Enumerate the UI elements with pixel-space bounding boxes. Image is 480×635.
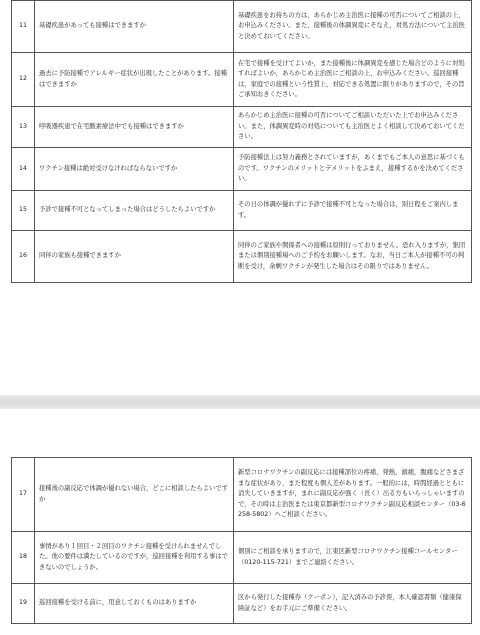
- question-cell: 予診で接種不可となってしまった場合はどうしたらよいですか: [35, 191, 234, 231]
- answer-cell: その日の体調が優れずに予診で接種不可となった場合は，別日程をご案内します。: [234, 191, 472, 231]
- table-row: [12, 191, 472, 231]
- table-row: [12, 53, 472, 107]
- question-cell: 事情があり１回目・２回目のワクチン接種を受けられませんでした。他の要件は満たしているのですが，巡回接種を利用する事はできないのでしょうか。: [35, 532, 234, 584]
- answer-cell: あらかじめ主治医に接種の可否についてご相談いただいた上でお申込みください。また，体調異変時の対処についても主治医とよく相談して決めておいてください。: [234, 107, 472, 148]
- row-number: 18: [12, 532, 35, 584]
- document-page-2: [0, 409, 480, 635]
- table-row: [12, 532, 472, 584]
- answer-cell: 予防接種法上は努力義務とされていますが，あくまでもご本人の意思に基づくものです。ワクチンのメリットとデメリットをふまえ，接種するかを決めてください。: [234, 148, 472, 191]
- question-cell: 過去に予防接種でアレルギー症状が出現したことがあります。接種はできますか: [35, 53, 234, 107]
- answer-cell: 同伴のご家族や関係者への接種は原則行っておりません。恐れ入りますが，集団または個別接種場へのご予約をお願いします。なお，当日ご本人が接種不可の判断を受け，余剰ワクチンが発生した場合はその限りではありません。: [234, 231, 472, 283]
- table-row: [12, 107, 472, 148]
- row-number: 12: [12, 53, 35, 107]
- answer-cell: 在宅で接種を受けてよいか，また接種後に体調異変を感じた場合どのように対処すればよいか，あらかじめ主治医にご相談の上，お申込みください。巡回接種は，家庭での接種という性質上，対応できる処置に限りがありますので，その旨ご承知おきください。: [234, 53, 472, 107]
- table-row: [12, 458, 472, 532]
- question-cell: 巡回接種を受ける前に，用意しておくものはありますか: [35, 584, 234, 624]
- question-cell: ワクチン接種は絶対受けなければならないですか: [35, 148, 234, 191]
- row-number: 17: [12, 458, 35, 532]
- table-row: [12, 148, 472, 191]
- table-row: [12, 584, 472, 624]
- row-number: 15: [12, 191, 35, 231]
- answer-cell: 個別にご相談を承りますので，江東区新型コロナワクチン接種コールセンター（0120-115-721）までご連絡ください。: [234, 532, 472, 584]
- table-row: [12, 1, 472, 53]
- answer-cell: 基礎疾患をお持ちの方は，あらかじめ主治医に接種の可否についてご相談の上，お申込みください。また，接種後の体調異変にそなえ，対処方法について主治医と決めておいてください。: [234, 1, 472, 53]
- question-cell: 呼吸器疾患で在宅酸素療法中でも接種はできますか: [35, 107, 234, 148]
- question-cell: 同伴の家族も接種できますか: [35, 231, 234, 283]
- table-row: [12, 231, 472, 283]
- page-separator: [0, 395, 480, 409]
- row-number: 16: [12, 231, 35, 283]
- faq-table-page-2: [11, 457, 472, 624]
- question-cell: 接種後の副反応で体調が優れない場合，どこに相談したらよいですか: [35, 458, 234, 532]
- answer-cell: 区から発行した接種券（クーポン），記入済みの予診票，本人確認書類（健康保険証など）をお手元にご準備ください。: [234, 584, 472, 624]
- question-cell: 基礎疾患があっても接種はできますか: [35, 1, 234, 53]
- faq-table-page-1: [11, 0, 472, 283]
- row-number: 19: [12, 584, 35, 624]
- row-number: 14: [12, 148, 35, 191]
- row-number: 11: [12, 1, 35, 53]
- answer-cell: 新型コロナワクチンの副反応には接種部位の疼痛，発熱，頭痛，腹痛などさまざまな症状があり，また程度も個人差があります。一般的には，時間経過とともに消失していきますが，まれに副反応が強く（長く）出る方もいらっしゃいますので，その時は主治医または東京都新型コロナワクチン副反応相談センター（03-6258-5802）へご相談ください。: [234, 458, 472, 532]
- row-number: 13: [12, 107, 35, 148]
